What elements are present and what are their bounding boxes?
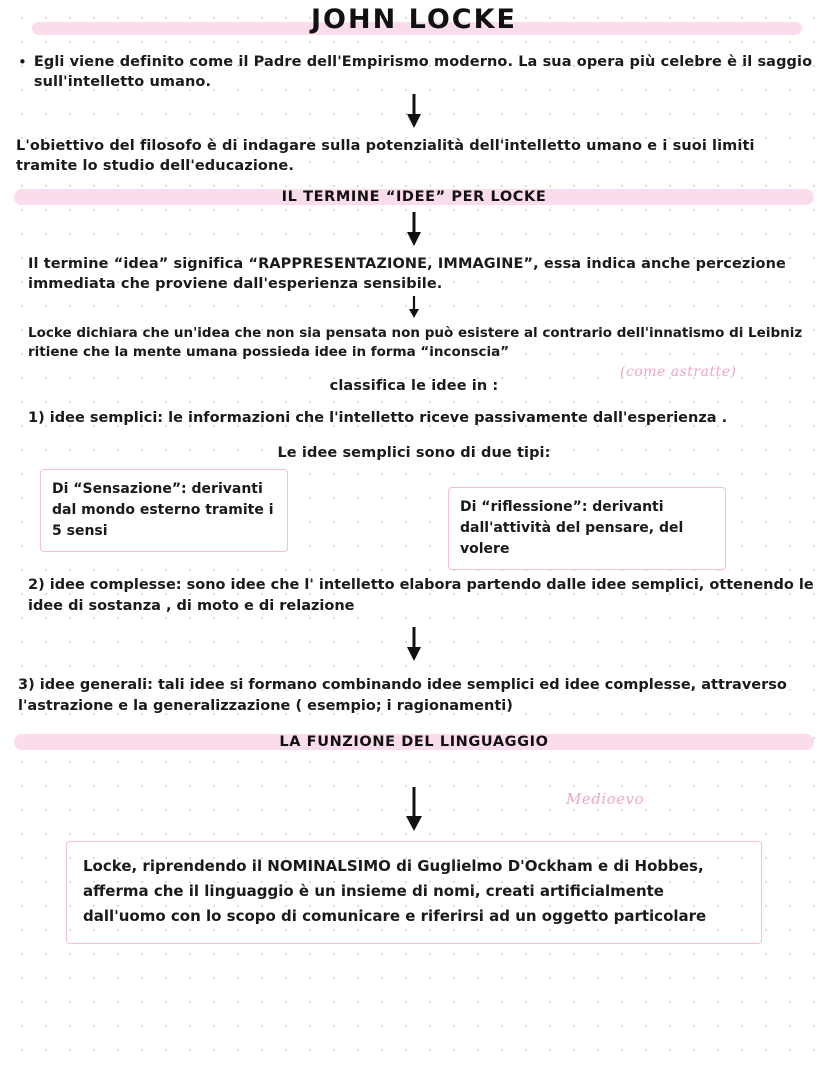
leibniz-comparison-text: Locke dichiara che un'idea che non sia pensata non può esistere al contrario dell'innatismo di Leibniz ritiene che la mente umana possieda idee in forma “inconscia”: [28, 325, 803, 360]
list-item-idee-complesse-text: sono idee che l' intelletto elabora partendo dalle idee semplici, ottenendo le idee di sostanza , di moto e di relazione: [28, 577, 814, 614]
list-item-idee-semplici: [28, 408, 814, 429]
section-banner-idee: [14, 186, 814, 208]
box-sensazione: Di “Sensazione”: derivanti dal mondo esterno tramite i 5 sensi: [40, 469, 288, 552]
box-riflessione: Di “riflessione”: derivanti dall'attività del pensare, del volere: [448, 487, 726, 570]
list-item-idee-generali-label: 3) idee generali:: [18, 677, 153, 693]
box-linguaggio: Locke, riprendendo il NOMINALSIMO di Guglielmo D'Ockham e di Hobbes, afferma che il linguaggio è un insieme di nomi, creati artificialmente dall'uomo con lo scopo di comunicare e riferirsi ad un oggetto particolare: [66, 841, 762, 944]
page-title-wrapper: [14, 4, 814, 44]
bullet-icon: •: [18, 53, 27, 71]
idee-semplici-boxes: [14, 469, 814, 561]
list-item-idee-semplici-text: le informazioni che l'intelletto riceve passivamente dall'esperienza .: [163, 410, 728, 426]
arrow-down-icon-2: [14, 212, 814, 250]
intro-bullet-text: Egli viene definito come il Padre dell'Empirismo moderno. La sua opera più celebre è il saggio sull'intelletto umano.: [33, 54, 813, 90]
list-item-idee-semplici-label: 1) idee semplici:: [28, 410, 164, 426]
handwritten-annotation-medioevo: Medioevo: [566, 790, 645, 808]
section-banner-linguaggio-text: LA FUNZIONE DEL LINGUAGGIO: [279, 734, 549, 750]
section-banner-linguaggio: [14, 731, 814, 753]
idee-semplici-subtitle: Le idee semplici sono di due tipi:: [277, 445, 551, 461]
intro-bullet-row: [18, 52, 814, 92]
idea-definition-text: Il termine “idea” significa “RAPPRESENTAZIONE, IMMAGINE”, essa indica anche percezione immediata che proviene dall'esperienza sensibile.: [28, 256, 786, 292]
list-item-idee-complesse-label: 2) idee complesse:: [28, 577, 182, 593]
list-item-idee-generali: [18, 675, 814, 717]
page-title: JOHN LOCKE: [311, 4, 517, 35]
classification-intro-text: classifica le idee in :: [329, 378, 499, 394]
section-banner-idee-text: IL TERMINE “IDEE” PER LOCKE: [281, 189, 547, 205]
arrow-down-icon-3: [14, 296, 814, 322]
arrow-down-icon-5: [14, 787, 814, 835]
list-item-idee-generali-text: tali idee si formano combinando idee semplici ed idee complesse, attraverso l'astrazione e la generalizzazione ( esempio; i ragionamenti): [18, 677, 787, 714]
list-item-idee-complesse: [28, 575, 814, 617]
arrow-down-icon-1: [14, 94, 814, 132]
handwritten-annotation-astratte: (come astratte): [620, 364, 737, 380]
arrow-down-icon-4: [14, 627, 814, 665]
objective-text: L'obiettivo del filosofo è di indagare sulla potenzialità dell'intelletto umano e i suoi limiti tramite lo studio dell'educazione.: [16, 138, 755, 174]
